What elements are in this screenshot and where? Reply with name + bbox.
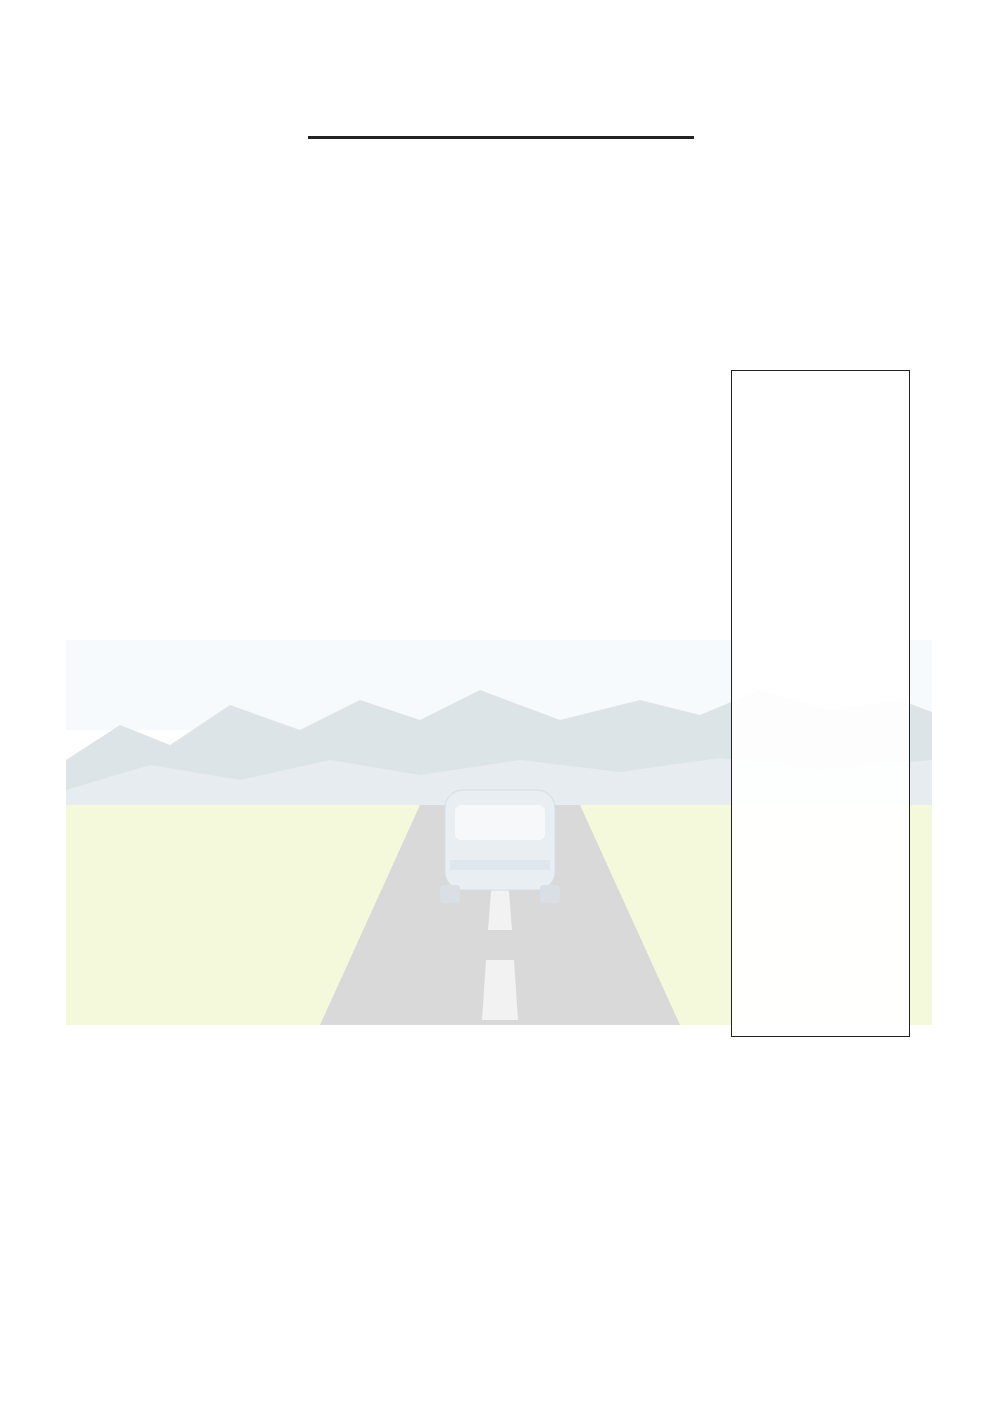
word-bank-list — [732, 371, 909, 381]
title-underline — [308, 136, 694, 139]
van-icon — [440, 790, 560, 903]
word-bank-box — [731, 370, 910, 1037]
